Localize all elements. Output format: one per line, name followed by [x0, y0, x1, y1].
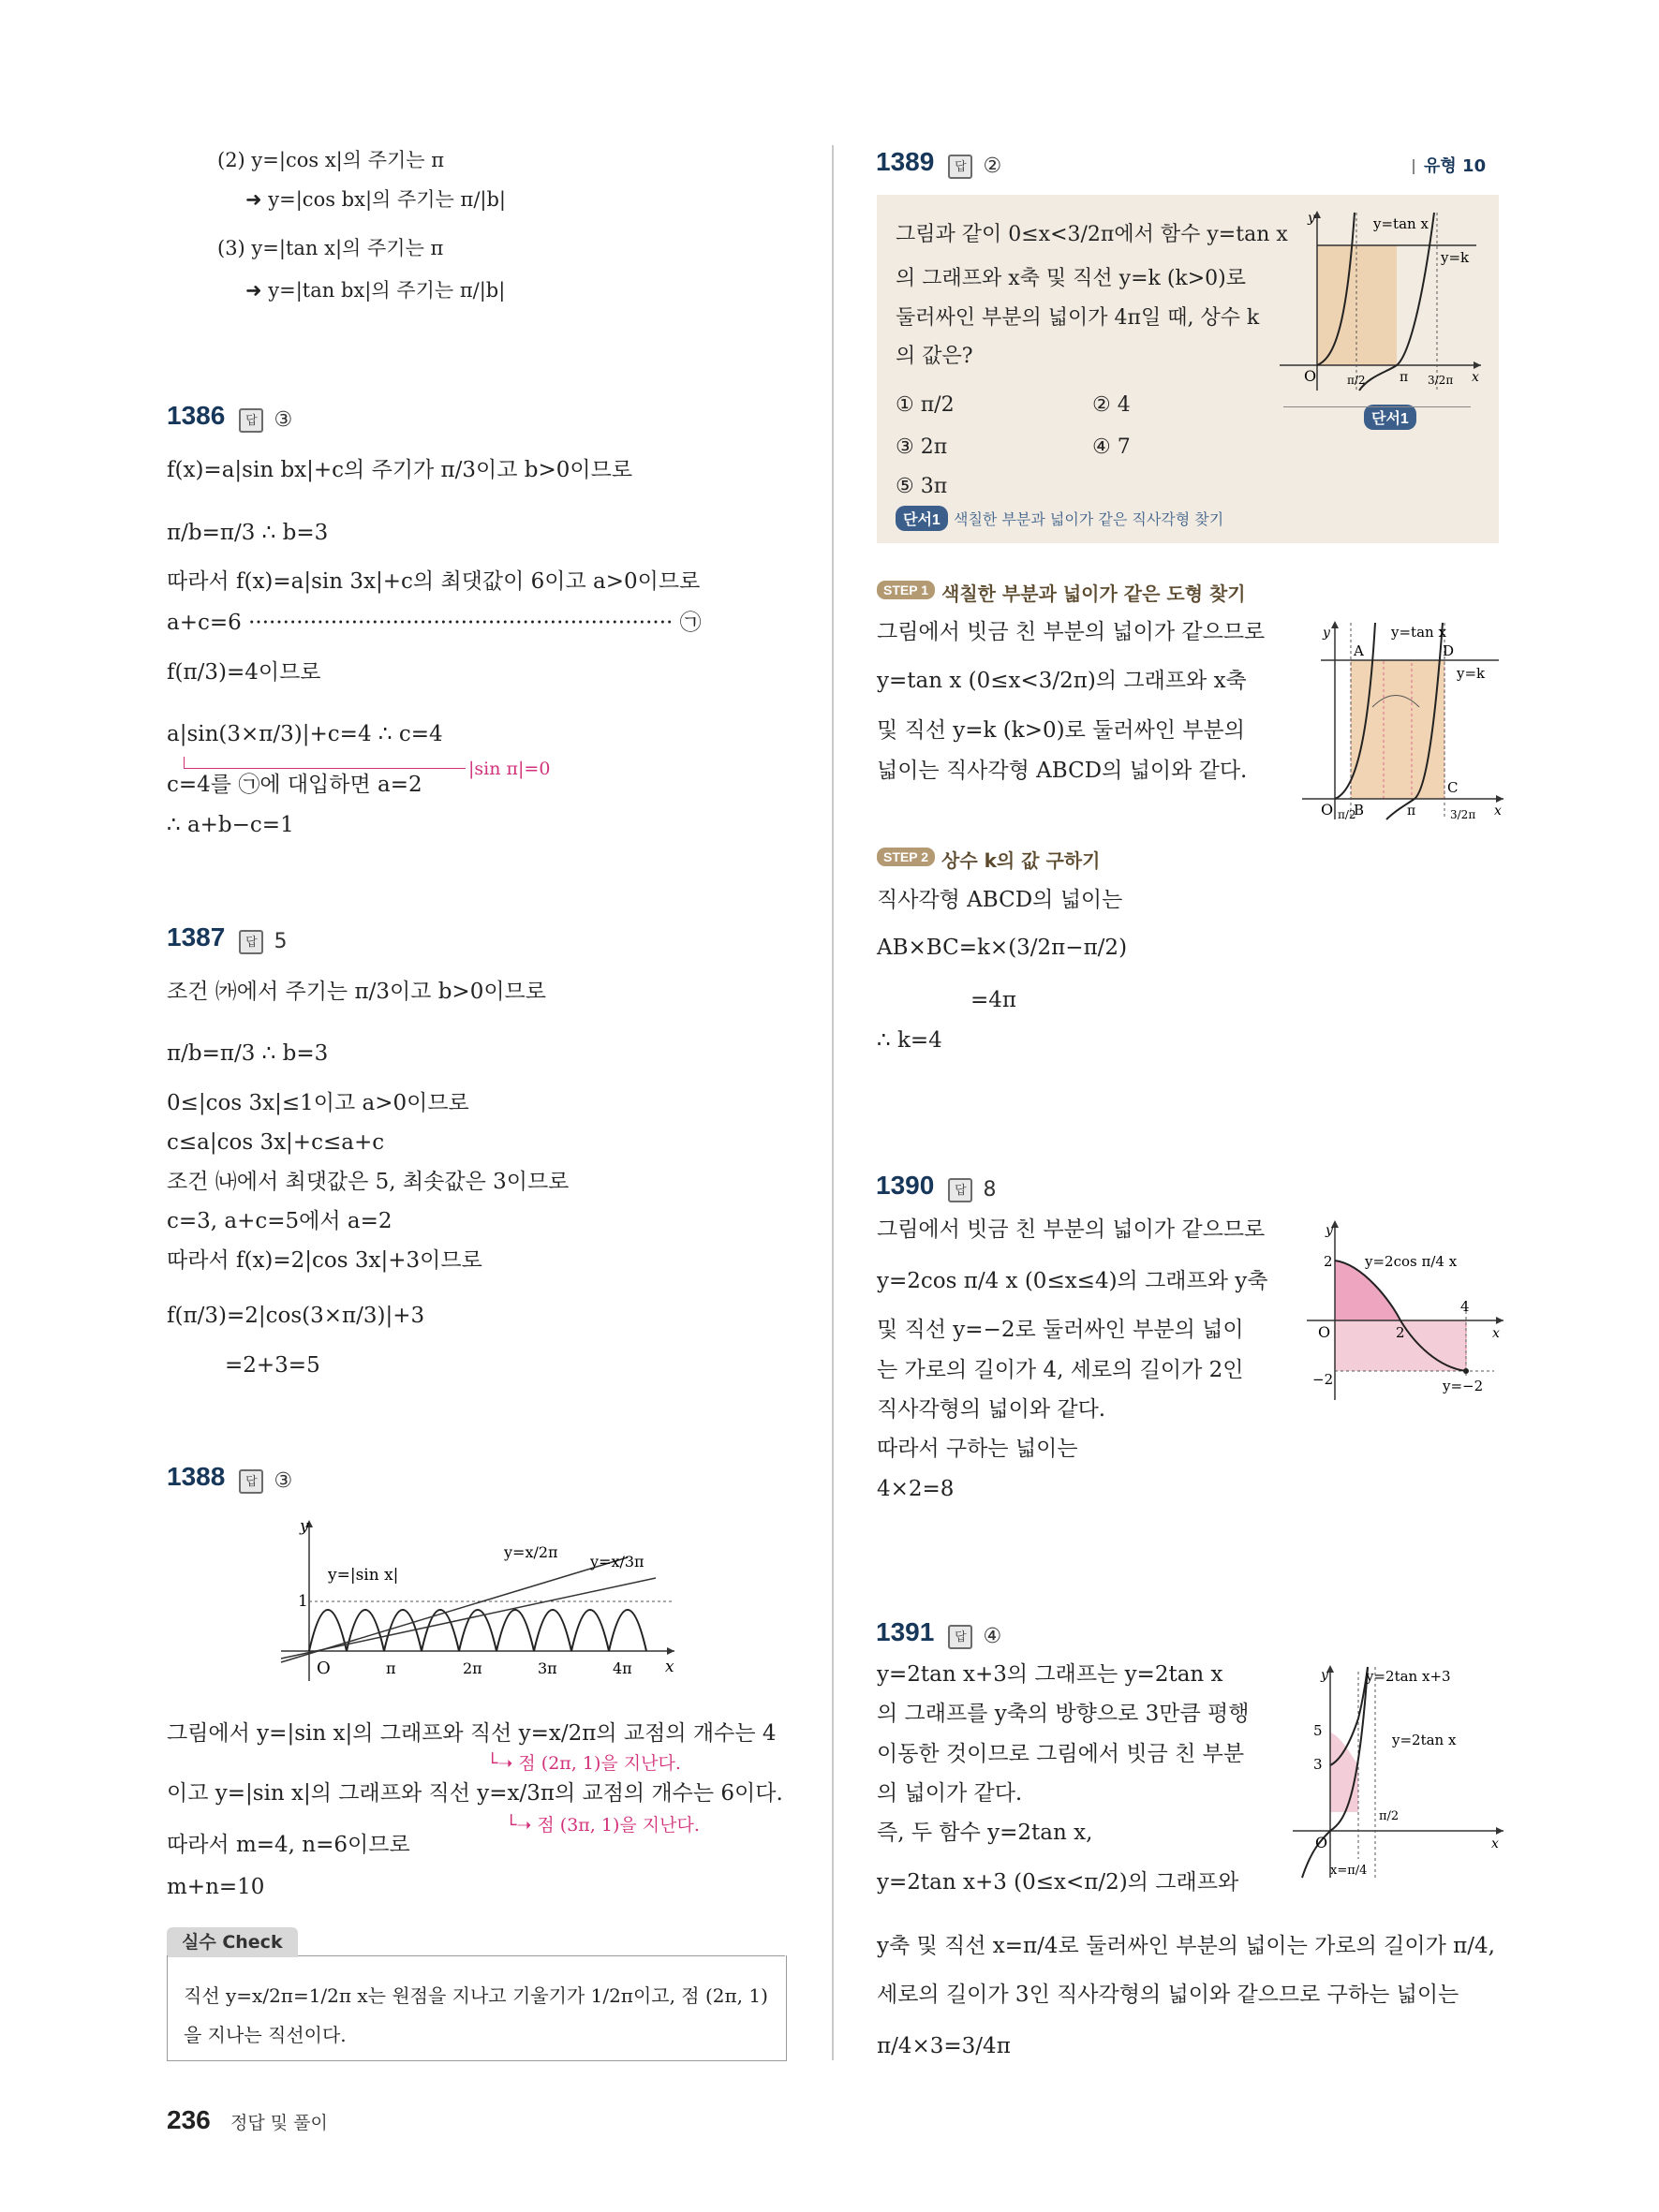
sol-1386-line: a+c=6 ······························································ ㉠: [167, 611, 702, 635]
origin-label: O: [1318, 1323, 1331, 1341]
question-box: [877, 195, 1499, 543]
tick-label: 2π: [463, 1659, 482, 1677]
choice: ② 4: [1092, 393, 1131, 417]
sol-1388-line: m+n=10: [167, 1875, 265, 1899]
graph-1390: [1307, 1217, 1508, 1405]
five-label: 5: [1313, 1722, 1323, 1739]
sol-1387-line: π/b=π/3 ∴ b=3: [167, 1041, 329, 1066]
sol-1391-line: y축 및 직선 x=π/4로 둘러싸인 부분의 넓이는 가로의 길이가 π/4,: [877, 1934, 1495, 1958]
three-label: 3: [1313, 1756, 1323, 1773]
problem-number: 1387: [167, 922, 226, 951]
origin-label: O: [1304, 367, 1317, 385]
graph-1389-step1: [1302, 618, 1508, 824]
answer-value: ④: [983, 1625, 1002, 1648]
minus-two-label: −2: [1312, 1371, 1334, 1388]
problem-1389-header: [876, 147, 1001, 179]
problem-1391-header: [876, 1617, 1001, 1649]
problem-number: 1391: [876, 1617, 935, 1646]
sol-1390-line: 및 직선 y=−2로 둘러싸인 부분의 넓이: [877, 1318, 1244, 1342]
graph-underline: [1283, 406, 1471, 407]
answer-value: 5: [274, 930, 288, 953]
origin-label: O: [1315, 1834, 1328, 1851]
answer-badge: 답: [948, 155, 972, 179]
tick-label: 4π: [613, 1659, 632, 1677]
choice: ① π/2: [896, 393, 955, 417]
note-sin-pi: |sin π|=0: [468, 759, 551, 779]
tick-two-label: 2: [1396, 1324, 1405, 1341]
point-b: B: [1354, 802, 1365, 818]
tan-label: y=tan x: [1373, 215, 1429, 232]
note-point-3pi: └➝ 점 (3π, 1)을 지난다.: [506, 1815, 700, 1836]
hint-tag: 단서1: [896, 506, 948, 531]
k-label: y=k: [1457, 665, 1486, 682]
answer-badge: 답: [948, 1178, 972, 1202]
note-arrow: [184, 757, 466, 769]
tan-label: y=tan x: [1391, 624, 1446, 641]
tick-label: π/2: [1338, 808, 1356, 821]
sol-1386-line: c=4를 ㉠에 대입하면 a=2: [167, 773, 422, 797]
tick-label: π/2: [1347, 374, 1366, 387]
x-axis-label: x: [1491, 1836, 1499, 1851]
tick-label: 3π: [538, 1659, 557, 1677]
answer-badge: 답: [239, 408, 263, 433]
answer-value: ③: [274, 1469, 293, 1493]
intro-line-4: ➜ y=|tan bx|의 주기는 π/|b|: [245, 279, 506, 302]
y-axis-label: y: [1326, 1223, 1333, 1238]
step2-title: 상수 k의 값 구하기: [941, 849, 1101, 872]
problem-number: 1389: [876, 147, 935, 176]
sol-1388-line: 따라서 m=4, n=6이므로: [167, 1833, 410, 1857]
check-label: 실수 Check: [167, 1927, 298, 1957]
sol-1391-line: 세로의 길이가 3인 직사각형의 넓이와 같으므로 구하는 넓이는: [877, 1983, 1459, 2007]
sol-1386-line: f(x)=a|sin bx|+c의 주기가 π/3이고 b>0이므로: [167, 458, 633, 482]
sol-1386-line: π/b=π/3 ∴ b=3: [167, 521, 329, 545]
step1-tag: STEP 1: [877, 581, 935, 599]
choice: ③ 2π: [896, 435, 948, 459]
intro-line-2: ➜ y=|cos bx|의 주기는 π/|b|: [245, 188, 506, 211]
answer-value: ③: [274, 408, 293, 432]
graph-tag: 단서1: [1364, 405, 1416, 430]
sol-1390-line: 는 가로의 길이가 4, 세로의 길이가 2인: [877, 1358, 1244, 1382]
step1-line: 및 직선 y=k (k>0)로 둘러싸인 부분의: [877, 718, 1245, 743]
sol-1391-line: π/4×3=3/4π: [877, 2034, 1011, 2058]
sol-1390-line: 따라서 구하는 넓이는: [877, 1437, 1078, 1461]
sol-1386-line: ∴ a+b−c=1: [167, 813, 294, 837]
x-axis-label: x: [1472, 370, 1479, 385]
check-line-2: 을 지나는 직선이다.: [184, 2024, 347, 2046]
sol-1386-line: f(π/3)=4이므로: [167, 660, 321, 685]
point-a: A: [1354, 642, 1364, 659]
question-line: 의 값은?: [896, 345, 973, 368]
tick-label: 3/2π: [1450, 808, 1476, 821]
problem-number: 1388: [167, 1462, 226, 1491]
k-label: y=k: [1441, 249, 1470, 266]
answer-value: ②: [983, 155, 1002, 178]
question-line: 그림과 같이 0≤x<3/2π에서 함수 y=tan x: [896, 223, 1288, 246]
graph-1388: [272, 1512, 684, 1686]
sol-1391-line: 이동한 것이므로 그림에서 빗금 친 부분: [877, 1742, 1245, 1766]
step2-line: 직사각형 ABCD의 넓이는: [877, 888, 1123, 912]
tick-label: π: [1407, 804, 1416, 818]
sol-1390-line: 4×2=8: [877, 1477, 955, 1501]
step2-line: =4π: [970, 988, 1017, 1012]
sol-1388-line: 이고 y=|sin x|의 그래프와 직선 y=x/3π의 교점의 개수는 6이다.: [167, 1781, 783, 1806]
step1-title: 색칠한 부분과 넓이가 같은 도형 찾기: [941, 582, 1246, 605]
graph-1391: [1293, 1662, 1508, 1882]
sol-1387-line: f(π/3)=2|cos(3×π/3)|+3: [167, 1304, 425, 1328]
f2-label: y=2tan x: [1392, 1732, 1457, 1748]
line2-label: y=x/3π: [590, 1553, 644, 1571]
hint-text: 색칠한 부분과 넓이가 같은 직사각형 찾기: [954, 510, 1224, 528]
choice: ⑤ 3π: [896, 475, 948, 498]
question-line: 둘러싸인 부분의 넓이가 4π일 때, 상수 k: [896, 306, 1260, 330]
two-label: 2: [1324, 1253, 1333, 1270]
sol-1387-line: c=3, a+c=5에서 a=2: [167, 1209, 393, 1233]
sol-1391-line: 의 그래프를 y축의 방향으로 3만큼 평행: [877, 1702, 1250, 1726]
step2-line: AB×BC=k×(3/2π−π/2): [877, 936, 1128, 960]
line-label: y=−2: [1443, 1378, 1484, 1394]
problem-number: 1390: [876, 1171, 935, 1200]
answer-value: 8: [983, 1178, 997, 1202]
step2-tag: STEP 2: [877, 848, 935, 866]
sol-1387-line: 0≤|cos 3x|≤1이고 a>0이므로: [167, 1091, 469, 1115]
note-point-2pi: └➝ 점 (2π, 1)을 지난다.: [487, 1753, 681, 1774]
four-label: 4: [1460, 1298, 1470, 1315]
intro-line-3: (3) y=|tan x|의 주기는 π: [217, 237, 444, 259]
one-label: 1: [298, 1592, 308, 1611]
y-axis-label: y: [1308, 211, 1315, 226]
x-axis-label: x: [1494, 804, 1502, 818]
problem-1390-header: [876, 1171, 996, 1202]
x-axis-label: x: [1492, 1326, 1500, 1341]
tick-label: π: [1400, 370, 1409, 385]
page-number: 236: [167, 2105, 211, 2134]
intro-line-1: (2) y=|cos x|의 주기는 π: [217, 149, 445, 171]
tick-label: 3/2π: [1428, 374, 1454, 387]
point-d: D: [1443, 642, 1455, 659]
sol-1386-line: 따라서 f(x)=a|sin 3x|+c의 최댓값이 6이고 a>0이므로: [167, 569, 701, 594]
graph-1389-question: [1280, 208, 1486, 395]
sol-1388-line: 그림에서 y=|sin x|의 그래프와 직선 y=x/2π의 교점의 개수는 4: [167, 1721, 777, 1746]
x-axis-label: x: [665, 1658, 674, 1676]
origin-label: O: [317, 1659, 331, 1678]
question-line: 의 그래프와 x축 및 직선 y=k (k>0)로: [896, 267, 1247, 290]
x-line-label: x=π/4: [1330, 1864, 1368, 1878]
step2-line: ∴ k=4: [877, 1028, 942, 1053]
y-axis-label: y: [300, 1517, 309, 1536]
sol-1386-line: a|sin(3×π/3)|+c=4 ∴ c=4: [167, 722, 443, 746]
answer-badge: 답: [239, 1469, 263, 1494]
sol-1387-line: 따라서 f(x)=2|cos 3x|+3이므로: [167, 1248, 482, 1273]
problem-1387-header: [167, 922, 287, 954]
y-axis-label: y: [1321, 1668, 1328, 1683]
type-tag: 유형 10: [1413, 153, 1486, 177]
choice: ④ 7: [1092, 435, 1131, 459]
sol-1391-line: y=2tan x+3 (0≤x<π/2)의 그래프와: [877, 1870, 1239, 1895]
pi-half-label: π/2: [1379, 1809, 1400, 1823]
sol-1387-line: c≤a|cos 3x|+c≤a+c: [167, 1130, 385, 1155]
sol-1390-line: 직사각형의 넓이와 같다.: [877, 1397, 1106, 1422]
problem-1386-header: [167, 401, 292, 433]
problem-1388-header: [167, 1462, 292, 1494]
sol-1387-line: 조건 ㈎에서 주기는 π/3이고 b>0이므로: [167, 980, 546, 1004]
sol-1391-line: y=2tan x+3의 그래프는 y=2tan x: [877, 1662, 1223, 1687]
footer-text: 정답 및 풀이: [230, 2113, 328, 2133]
origin-label: O: [1321, 801, 1334, 818]
check-line-1: 직선 y=x/2π=1/2π x는 원점을 지나고 기울기가 1/2π이고, 점 (2π, 1): [184, 1984, 768, 2007]
sol-1390-line: y=2cos π/4 x (0≤x≤4)의 그래프와 y축: [877, 1269, 1268, 1293]
answer-badge: 답: [239, 930, 263, 954]
step1-line: 그림에서 빗금 친 부분의 넓이가 같으므로: [877, 620, 1266, 644]
tick-label: π: [386, 1659, 396, 1677]
problem-number: 1386: [167, 401, 226, 430]
curve-label: y=2cos π/4 x: [1365, 1253, 1458, 1270]
sol-1387-line: 조건 ㈏에서 최댓값은 5, 최솟값은 3이므로: [167, 1170, 570, 1194]
sol-1391-line: 즉, 두 함수 y=2tan x,: [877, 1821, 1093, 1845]
f1-label: y=2tan x+3: [1366, 1668, 1451, 1685]
sol-1391-line: 의 넓이가 같다.: [877, 1781, 1023, 1806]
sol-1387-line: =2+3=5: [225, 1353, 320, 1378]
y-axis-label: y: [1323, 626, 1330, 641]
sol-1390-line: 그림에서 빗금 친 부분의 넓이가 같으므로: [877, 1217, 1266, 1242]
point-c: C: [1447, 779, 1459, 796]
curve-label: y=|sin x|: [328, 1566, 399, 1585]
step1-line: 넓이는 직사각형 ABCD의 넓이와 같다.: [877, 759, 1248, 783]
line1-label: y=x/2π: [504, 1543, 558, 1561]
column-divider: [832, 145, 834, 2060]
answer-badge: 답: [948, 1625, 972, 1649]
step1-line: y=tan x (0≤x<3/2π)의 그래프와 x축: [877, 669, 1247, 693]
